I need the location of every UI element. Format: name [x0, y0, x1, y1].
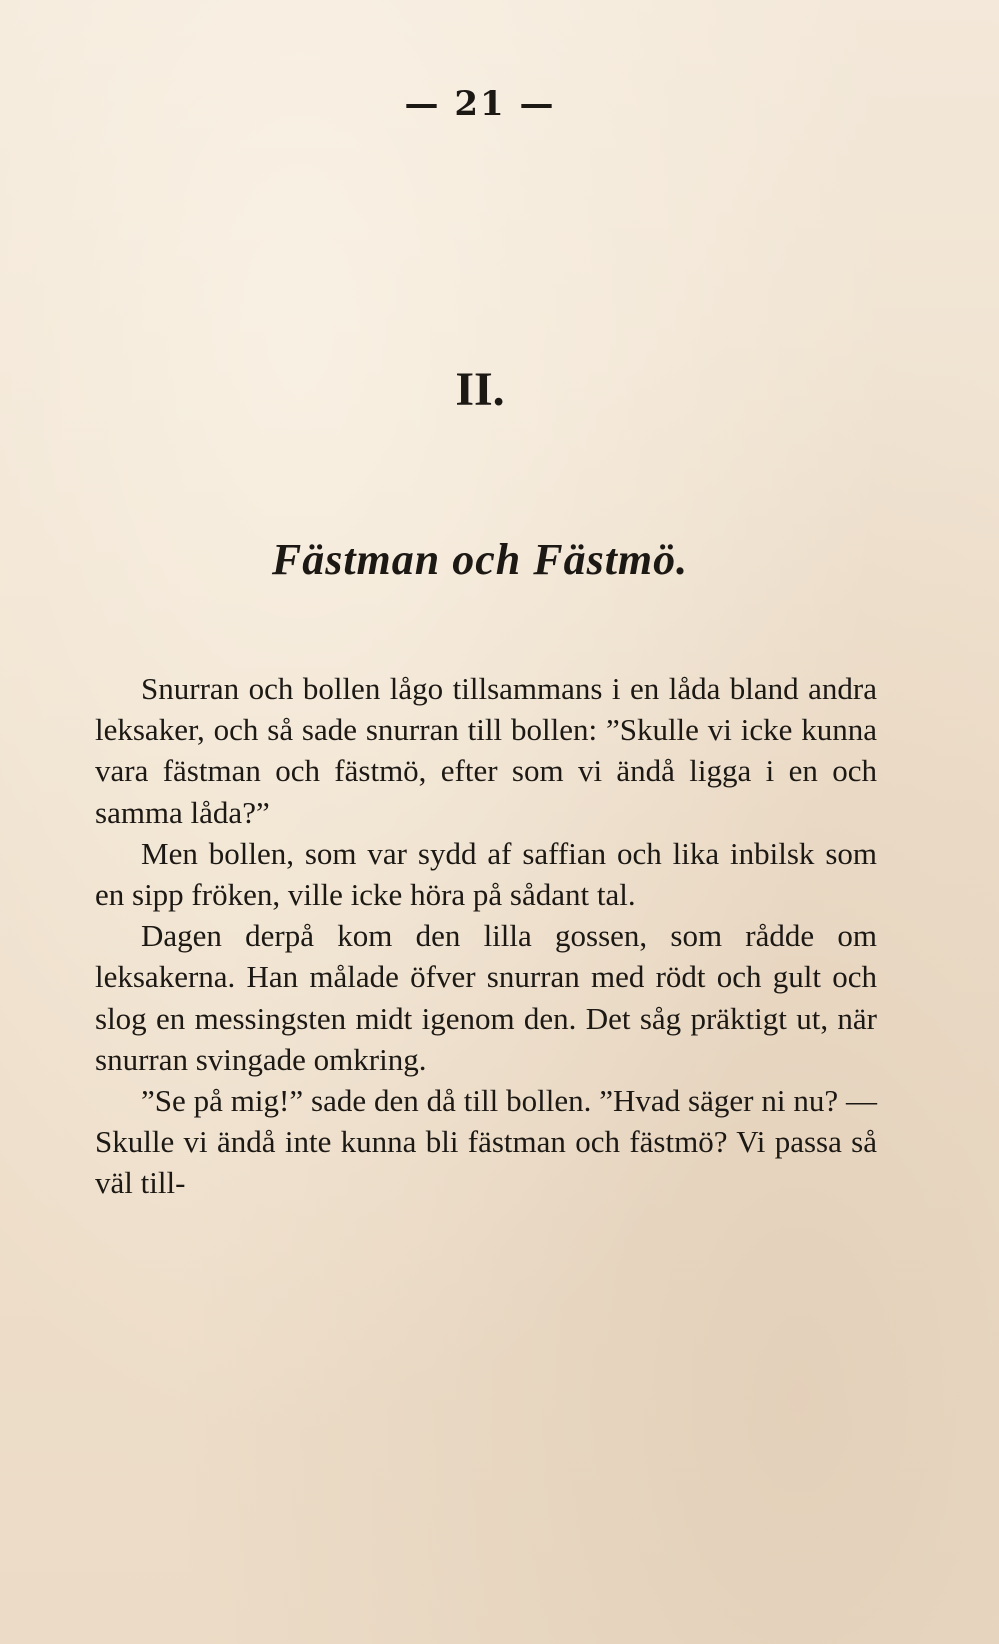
paragraph: Men bollen, som var sydd af saffian och lika inbilsk som en sipp fröken, ville icke höra på sådant tal.: [95, 835, 877, 913]
chapter-number: II.: [455, 363, 505, 416]
paragraph: Dagen derpå kom den lilla gossen, som rådde om leksakerna. Han målade öfver snurran med rödt och gult och slog en messingsten midt igenom den. Det såg präktigt ut, när snurran svingade omkring.: [95, 918, 877, 1077]
chapter-title: Fästman och Fästmö.: [271, 535, 689, 584]
body-text: [95, 668, 877, 1204]
paragraph: Snurran och bollen lågo tillsammans i en låda bland andra leksaker, och så sade snurran till bollen: ”Skulle vi icke kunna vara fästman och fästmö, efter som vi ändå ligga i en och samma låda?”: [95, 671, 877, 830]
paragraph: ”Se på mig!” sade den då till bollen. ”Hvad säger ni nu? — Skulle vi ändå inte kunna bli fästman och fästmö? Vi passa så väl till-: [95, 1083, 877, 1201]
page-number: — 21 —: [404, 84, 556, 124]
